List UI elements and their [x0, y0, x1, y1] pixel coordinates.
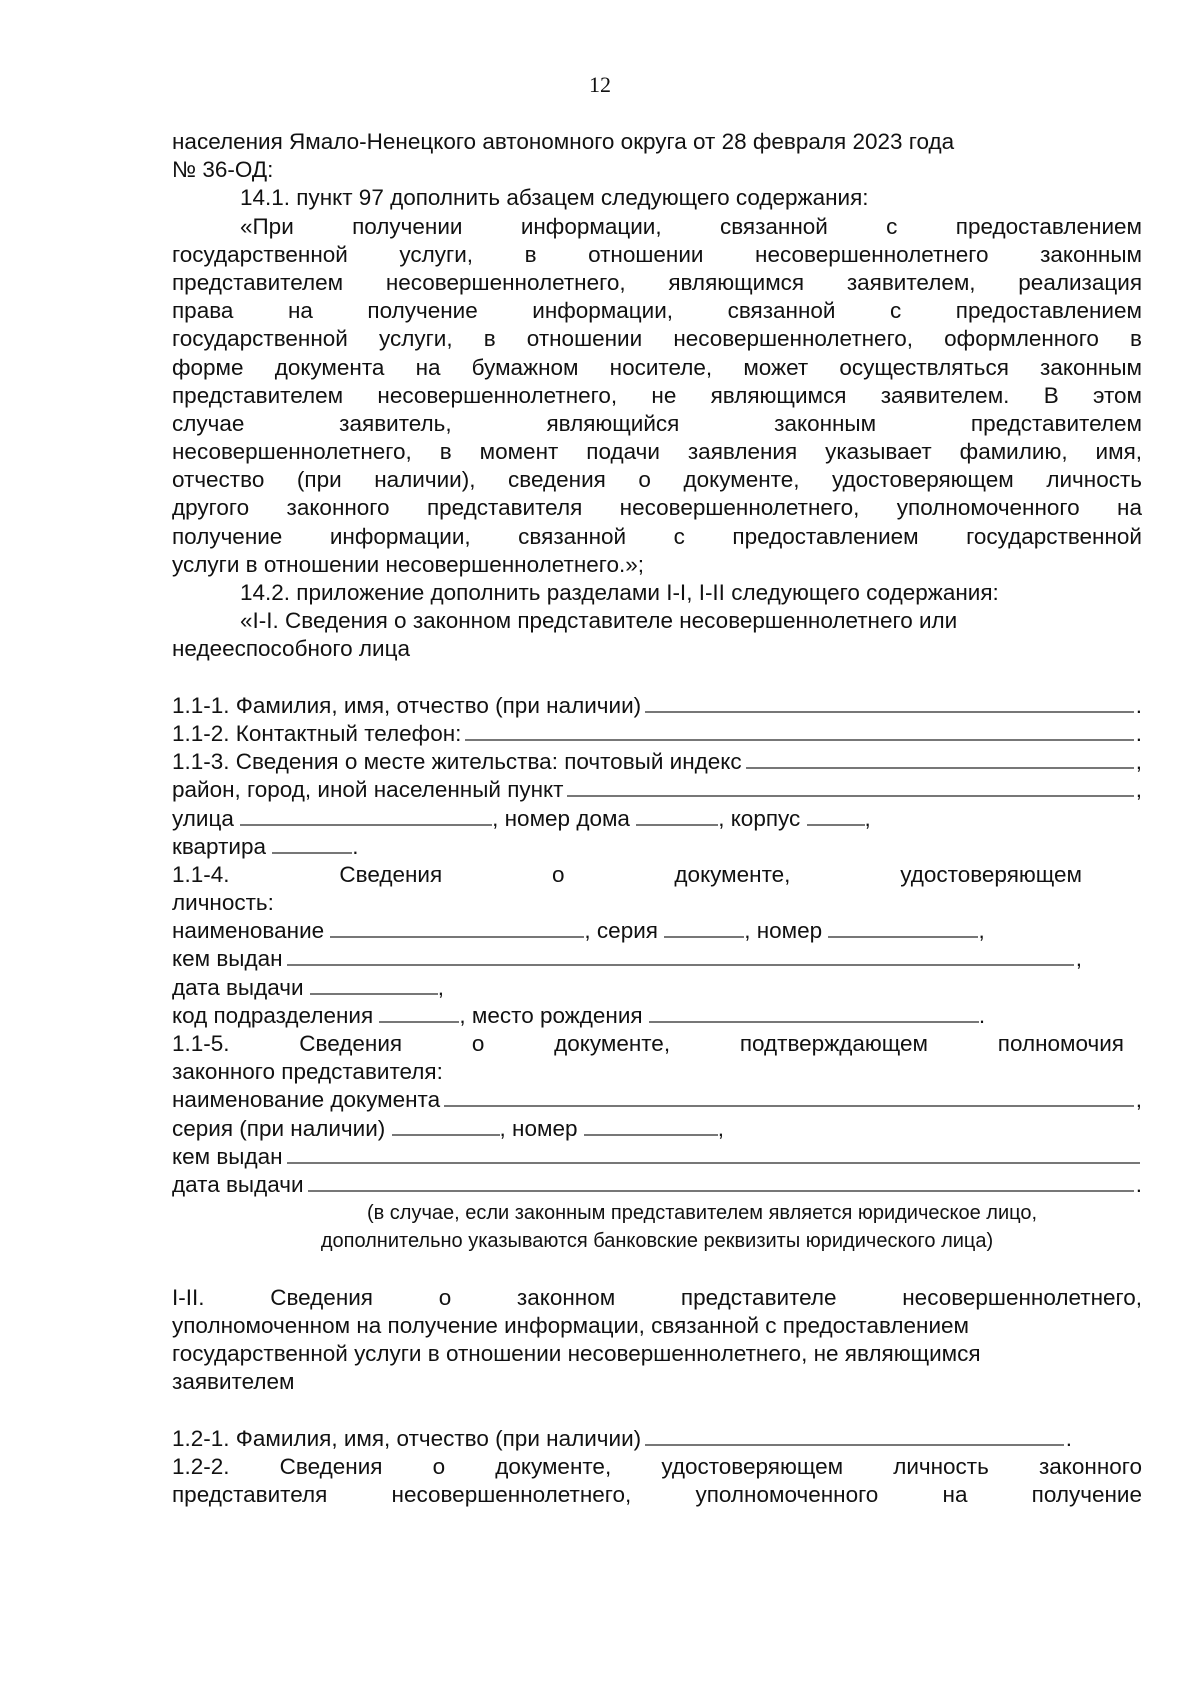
paragraph-line: представителем несовершеннолетнего, являющимся заявителем, реализация [172, 269, 1142, 295]
issue-date-blank[interactable] [310, 975, 438, 995]
paragraph-line: государственной услуги, в отношении несовершеннолетнего, оформленного в [172, 326, 1142, 352]
form-field-full-name: 1.1-1. Фамилия, имя, отчество (при наличии) . [172, 692, 1142, 718]
form-field-issued-by-2: кем выдан [172, 1143, 1142, 1171]
paragraph-line: услуги в отношении несовершеннолетнего.»; [172, 551, 644, 577]
form-field-authority-doc-heading: законного представителя: [172, 1059, 443, 1085]
page-number: 12 [589, 72, 611, 97]
form-field-doc-title: наименование документа , [172, 1087, 1142, 1113]
section-i-ii-line: уполномоченном на получение информации, связанной с предоставлением [172, 1312, 970, 1338]
paragraph-line: представителем несовершеннолетнего, не являющимся заявителем. В этом [172, 382, 1142, 408]
house-blank[interactable] [636, 806, 718, 826]
form-field-issued-by: кем выдан , [172, 946, 1082, 972]
form-field-series-row: серия (при наличии) , номер , [172, 1115, 725, 1141]
section-i-ii-line: I-II. Сведения о законном представителе несовершеннолетнего, [172, 1284, 1142, 1310]
form-field-issue-date: дата выдачи , [172, 974, 445, 1000]
doc-title-blank[interactable] [444, 1087, 1134, 1107]
rep-full-name-blank[interactable] [645, 1426, 1064, 1446]
paragraph-line: права на получение информации, связанной с предоставлением [172, 298, 1142, 324]
section-i-ii-line: государственной услуги в отношении несовершеннолетнего, не являющимся [172, 1341, 981, 1367]
form-field-authority-doc-heading: 1.1-5. Сведения о документе, подтверждающем полномочия [172, 1031, 1124, 1056]
paragraph-line: «При получении информации, связанной с предоставлением [240, 213, 1142, 239]
legal-entity-note: дополнительно указываются банковские реквизиты юридического лица) [320, 1230, 994, 1253]
district-blank[interactable] [567, 777, 1133, 797]
series-blank[interactable] [664, 918, 744, 938]
postal-code-blank[interactable] [746, 749, 1134, 769]
item-14-2-heading: 14.2. приложение дополнить разделами I-I, I-II следующего содержания: [240, 580, 999, 605]
paragraph-line: другого законного представителя несовершеннолетнего, уполномоченного на [172, 495, 1142, 521]
issue-date-2-blank[interactable] [308, 1172, 1134, 1192]
section-i-ii-line: заявителем [172, 1369, 295, 1395]
doc-name-blank[interactable] [330, 918, 584, 938]
form-field-rep-id-doc: представителя несовершеннолетнего, уполномоченного на получение [172, 1482, 1142, 1507]
series-opt-blank[interactable] [392, 1116, 500, 1136]
form-field-district: район, город, иной населенный пункт , [172, 777, 1142, 803]
intro-line: № 36-ОД: [172, 157, 274, 183]
paragraph-line: государственной услуги, в отношении несовершеннолетнего законным [172, 241, 1142, 267]
paragraph-line: случае заявитель, являющийся законным представителем [172, 410, 1142, 436]
paragraph-line: отчество (при наличии), сведения о документе, удостоверяющем личность [172, 467, 1142, 493]
issued-by-2-blank[interactable] [287, 1144, 1140, 1164]
legal-entity-note: (в случае, если законным представителем является юридическое лицо, [366, 1202, 1038, 1225]
form-field-apartment: квартира . [172, 833, 359, 859]
form-field-id-doc-heading: 1.1-4. Сведения о документе, удостоверяющем [172, 861, 1082, 887]
issued-by-blank[interactable] [287, 946, 1074, 966]
phone-blank[interactable] [465, 721, 1133, 741]
form-field-street-row: улица , номер дома , корпус , [172, 805, 871, 831]
number-blank[interactable] [828, 918, 978, 938]
paragraph-line: форме документа на бумажном носителе, может осуществляться законным [172, 354, 1142, 380]
form-field-rep-id-doc: 1.2-2. Сведения о документе, удостоверяющем личность законного [172, 1453, 1142, 1479]
form-field-rep-full-name: 1.2-1. Фамилия, имя, отчество (при наличии) . [172, 1425, 1072, 1451]
form-field-id-doc-heading: личность: [172, 890, 274, 916]
number2-blank[interactable] [584, 1116, 718, 1136]
section-title-line: «I-I. Сведения о законном представителе несовершеннолетнего или [240, 608, 958, 634]
section-title-line: недееспособного лица [172, 636, 410, 662]
division-code-blank[interactable] [379, 1003, 459, 1023]
street-blank[interactable] [240, 806, 492, 826]
intro-line: населения Ямало-Ненецкого автономного округа от 28 февраля 2023 года [172, 129, 955, 154]
form-field-postal-code: 1.1-3. Сведения о месте жительства: почтовый индекс , [172, 749, 1142, 775]
form-field-doc-name-row: наименование , серия , номер , [172, 918, 985, 944]
form-field-issue-date-2: дата выдачи . [172, 1171, 1142, 1197]
full-name-blank[interactable] [645, 693, 1134, 713]
form-field-phone: 1.1-2. Контактный телефон: . [172, 720, 1142, 746]
form-field-division-row: код подразделения , место рождения . [172, 1002, 986, 1028]
paragraph-line: получение информации, связанной с предоставлением государственной [172, 523, 1142, 549]
birthplace-blank[interactable] [649, 1003, 979, 1023]
item-14-1-heading: 14.1. пункт 97 дополнить абзацем следующего содержания: [240, 185, 869, 211]
document-body [172, 128, 1142, 1509]
apartment-blank[interactable] [272, 834, 352, 854]
building-blank[interactable] [807, 806, 865, 826]
paragraph-line: несовершеннолетнего, в момент подачи заявления указывает фамилию, имя, [172, 439, 1142, 465]
